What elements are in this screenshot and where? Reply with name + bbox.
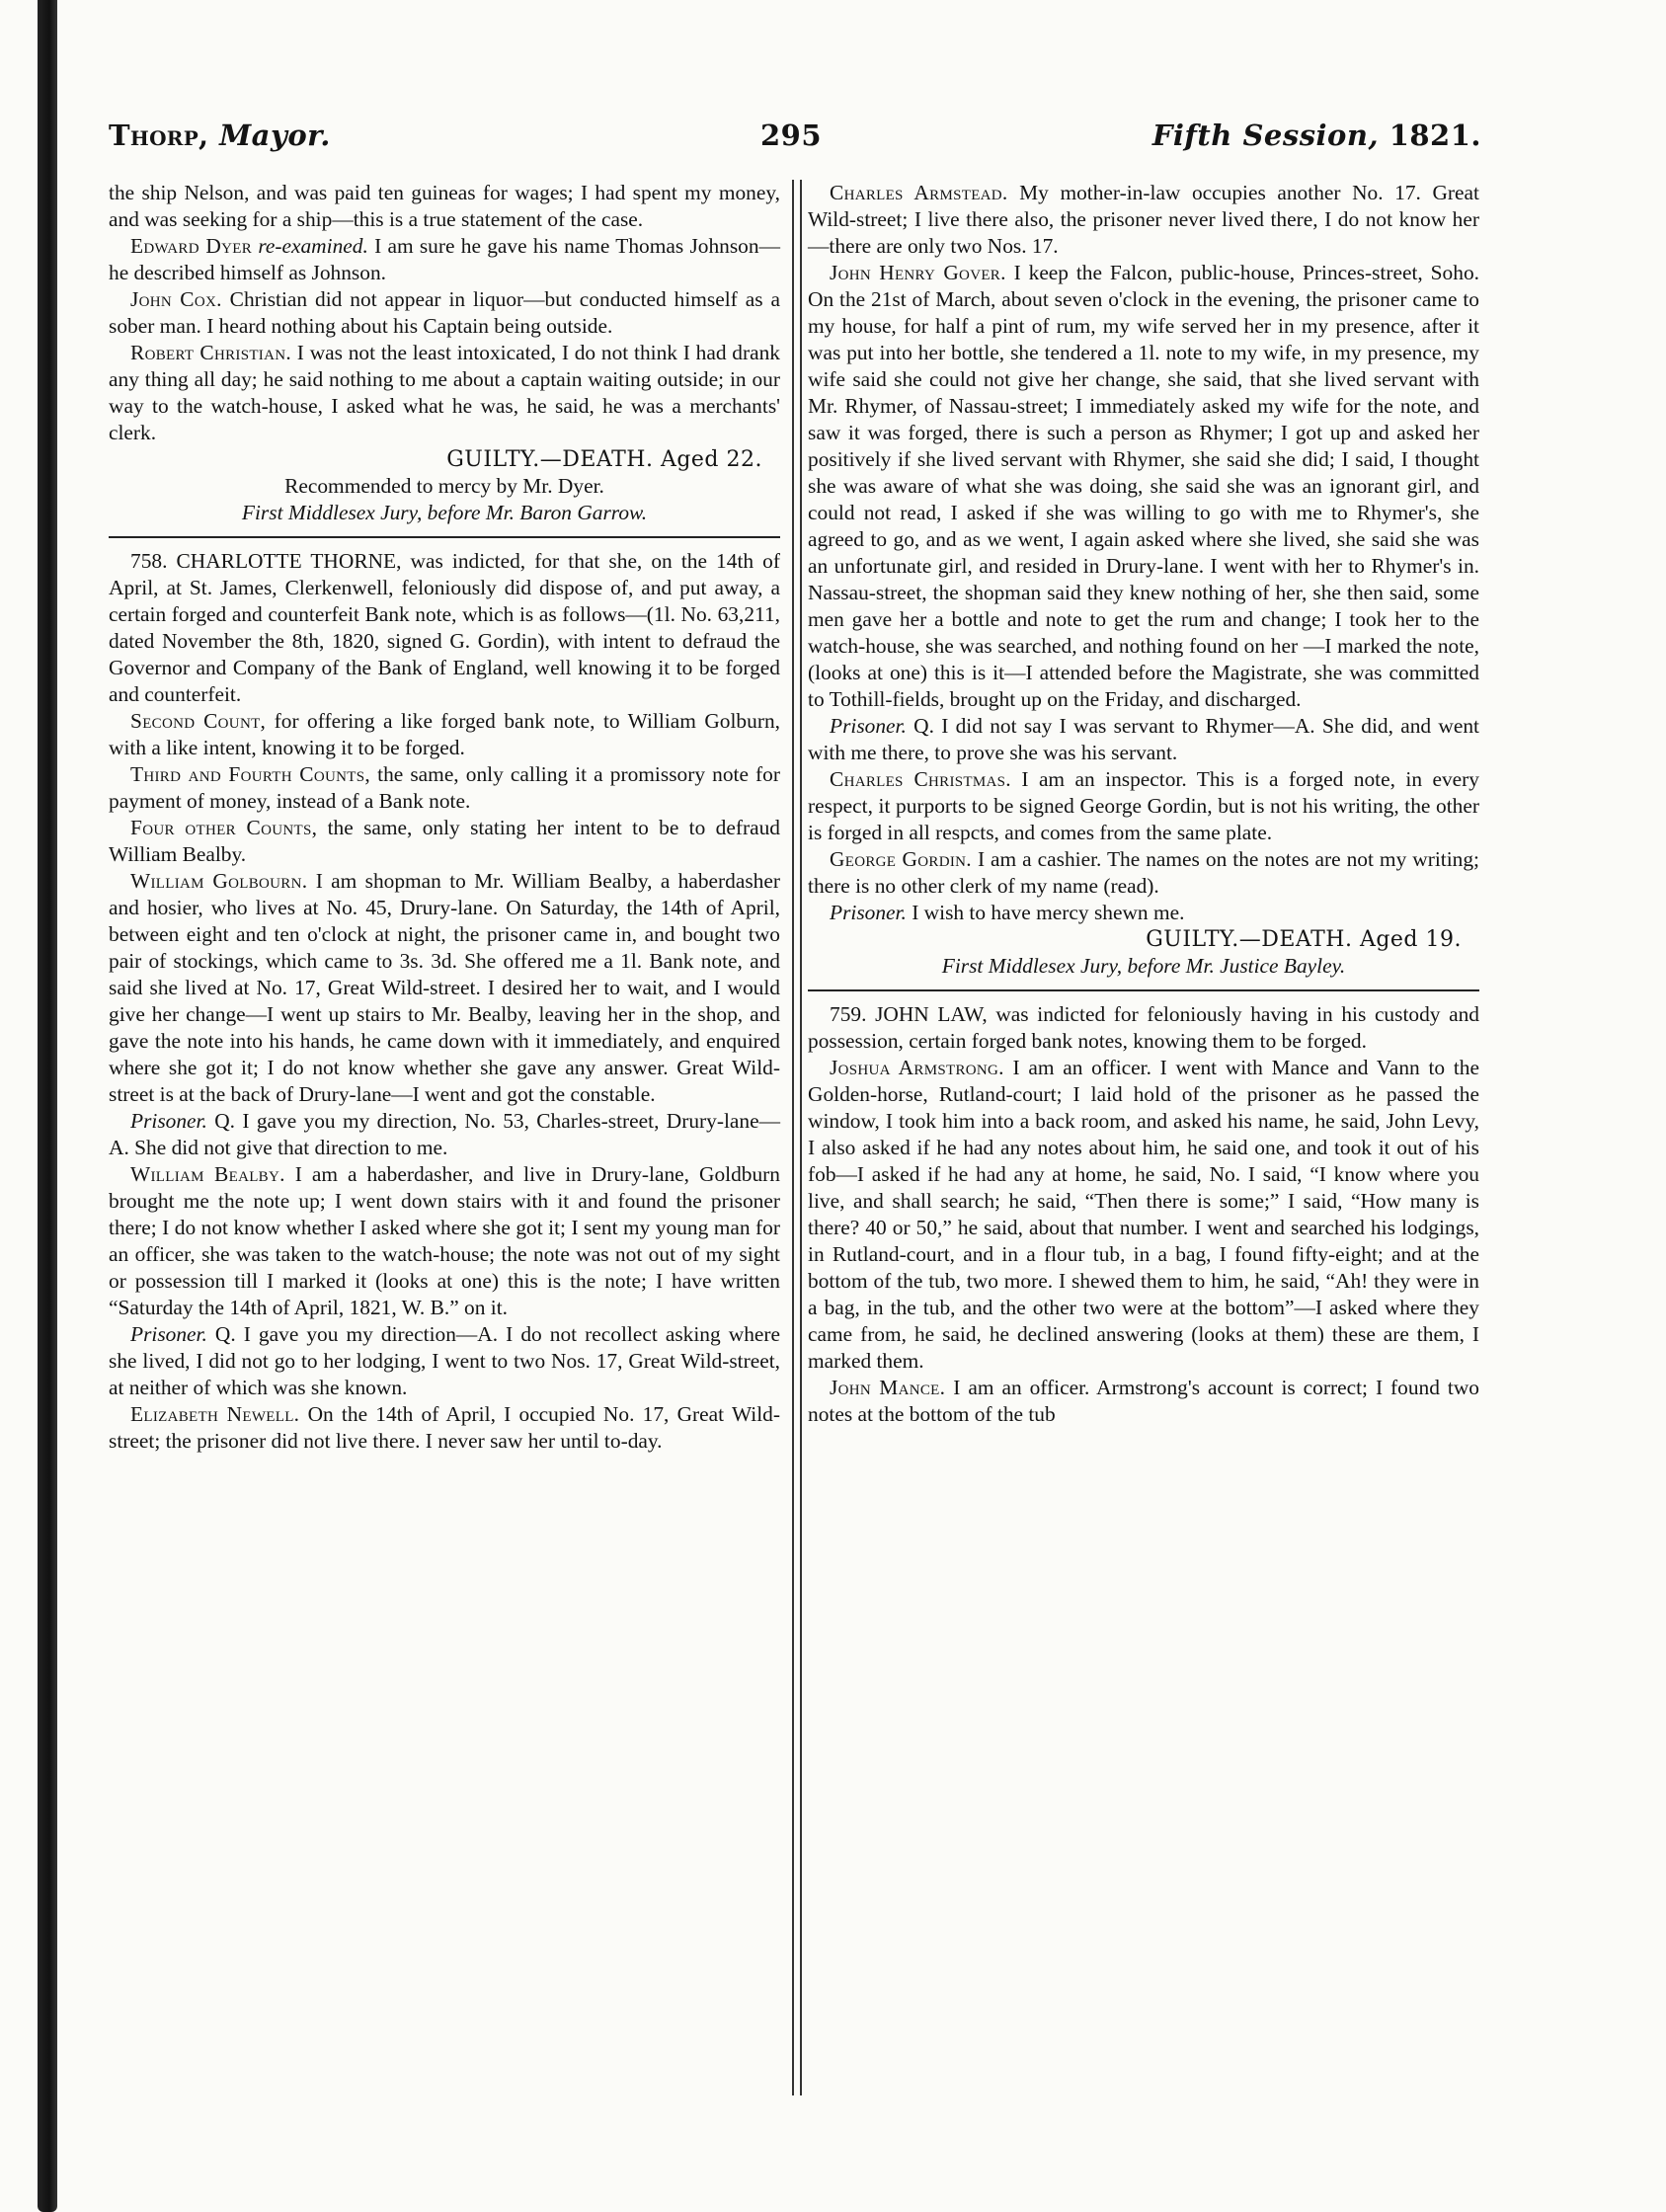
speaker-name: George Gordin. [830,847,972,871]
verdict-line: GUILTY.—DEATH. Aged 19. [1146,927,1462,952]
testimony-paragraph [109,286,780,340]
speaker-name: William Golbourn. [130,869,308,893]
speaker-name: Prisoner. [130,1109,207,1133]
header-session-year: 1821. [1388,118,1481,152]
testimony-paragraph [808,180,1479,260]
testimony-paragraph [109,761,780,815]
speaker-name: Prisoner. [830,714,907,738]
testimony-text: I am shopman to Mr. William Bealby, a haberdasher and hosier, who lives at No. 45, Drury-lane. On Saturday, the 14th of April, between eight and ten o'clock at night, the prisoner came in, and bought two pair of stockings, which came to 3s. 3d. She offered me a 1l. Bank note, and said she lived at No. 17, Great Wild-street. I desired her to wait, and I would give her change—I went up stairs to Mr. Bealby, leaving her in the shop, and gave the note into his hands, he came down with it immediately, and enquired where she got it; I do not know whether she gave any answer. Great Wild-street is at the back of Drury-lane—I went and got the constable. [109,869,780,1106]
testimony-text: I am a haberdasher, and live in Drury-lane, Goldburn brought me the note up; I went down stairs with it and found the prisoner there; I do not know whether I asked where she got it; I sent my young man for an officer, she was taken to the watch-house; the note was not out of my sight or possession till I marked it (looks at one) this is the note; I have written “Saturday the 14th of April, 1821, W. B.” on it. [109,1162,781,1319]
section-rule [808,989,1479,991]
testimony-text: for offering a like forged bank note, to William Golburn, with a like intent, knowing it to be forged. [109,709,780,759]
testimony-paragraph [109,233,780,286]
paragraph: the ship Nelson, and was paid ten guineas for wages; I had spent my money, and was seeking for a ship—this is a true statement of the case. [109,181,780,231]
speaker-name: John Henry Gover. [830,261,1006,284]
paragraph: 759. JOHN LAW, was indicted for feloniously having in his custody and possession, certain forged bank notes, knowing them to be forged. [808,1002,1479,1053]
paragraph: 758. CHARLOTTE THORNE, was indicted, for that she, on the 14th of April, at St. James, Clerkenwell, feloniously did dispose of, and put away, a certain forged and counterfeit Bank note, which is as follows—(1l. No. 63,211, dated November the 8th, 1820, signed G. Gordin), with intent to defraud the Governor and Company of the Bank of England, well knowing it to be forged and counterfeit. [109,549,780,706]
speaker-name: Four other Counts, [130,816,318,839]
header-session [1152,118,1481,152]
testimony-text: Q. I gave you my direction—A. I do not recollect asking where she lived, I did not go to her lodging, I went to two Nos. 17, Great Wild-street, at neither of which was she known. [109,1322,780,1399]
testimony-text: Q. I gave you my direction, No. 53, Charles-street, Drury-lane—A. She did not give that direction to me. [109,1109,780,1159]
page-number: 295 [760,118,823,152]
verdict-line: GUILTY.—DEATH. Aged 22. [446,447,762,472]
speaker-name: Robert Christian. [130,341,292,364]
testimony-paragraph [109,815,780,868]
testimony-paragraph [808,900,1479,926]
testimony-paragraph [109,1161,780,1321]
testimony-text: I keep the Falcon, public-house, Princes-street, Soho. On the 21st of March, about seven o'clock in the evening, the prisoner came to my house, for half a pint of rum, my wife served her in my presence, after it was put into her bottle, she tendered a 1l. note to my wife, in my presence, my wife said she could not give her change, she said, that she lived servant with Mr. Rhymer, of Nassau-street; I immediately asked my wife for the note, and saw it was forged, there is such a person as Rhymer; I got up and asked her positively if she lived servant with Rhymer, she said she did; I said, I thought she was aware of what she was doing, she said she was an ignorant girl, and could not read, I asked if she was willing to go with me to Rhymer's, she agreed to go, and as we went, I again asked where she lived, she said she was an unfortunate girl, and resided in Drury-lane. I went with her to Rhymer's in. Nassau-street, the shopman said they knew nothing of her, she then said, some men gave her a bottle and note to get the rum and change; I took her to the watch-house, she was searched, and nothing found on her —I marked the note, (looks at one) this is it—I attended before the Magistrate, she was committed to Tothill-fields, brought up on the Friday, and discharged. [808,261,1479,711]
testimony-text: I was not the least intoxicated, I do not think I had drank any thing all day; he said nothing to me about a captain waiting outside; in our way to the watch-house, I asked what he was, he said, he was a merchants' clerk. [109,341,780,444]
testimony-paragraph [808,713,1479,766]
testimony-paragraph [109,1401,780,1455]
testimony-text: Christian did not appear in liquor—but conducted himself as a sober man. I heard nothing about his Captain being outside. [109,287,780,338]
jury-line: First Middlesex Jury, before Mr. Baron Garrow. [241,501,648,524]
speaker-name: William Bealby. [130,1162,285,1186]
speaker-name: Elizabeth Newell. [130,1402,300,1426]
speaker-note: re-examined. [258,234,368,258]
testimony-text: I am an officer. I went with Mance and Vann to the Golden-horse, Rutland-court; I laid hold of the prisoner as he passed the window, I took him into a back room, and asked his name, he said, John Levy, I also asked if he had any notes about him, he said one, and took it out of his fob—I asked if he had any at home, he said, No. I said, “I know where you live, and shall search; he said, “Then there is some;” I said, “How many is there? 40 or 50,” he said, about that number. I went and searched his lodgings, in Rutland-court, and in a flour tub, in a bag, I found fifty-eight; and at the bottom of the tub, two more. I shewed them to him, he said, “Ah! they were in a bag, in the tub, and the other two were at the bottom”—I asked where they came from, he said, he declined answering (looks at them) these are them, I marked them. [808,1056,1479,1373]
section-rule [109,536,780,538]
speaker-name: Prisoner. [830,901,907,924]
testimony-text: My mother-in-law occupies another No. 17. Great Wild-street; I live there also, the prisoner never lived there, I do not know her—there are only two Nos. 17. [808,181,1479,258]
speaker-name: John Cox. [130,287,222,311]
column-divider [792,180,802,2095]
testimony-paragraph [808,766,1479,846]
speaker-name: Prisoner. [130,1322,207,1346]
speaker-name: Joshua Armstrong. [830,1056,1004,1079]
document-page [109,109,1481,2123]
header-session-label: Fifth Session, [1151,118,1380,152]
jury-line: First Middlesex Jury, before Mr. Justice Bayley. [941,954,1346,978]
speaker-name: Edward Dyer [130,234,253,258]
speaker-name: Charles Christmas. [830,767,1011,791]
testimony-paragraph [109,1108,780,1161]
speaker-name: John Mance. [830,1376,946,1399]
header-mayor [109,118,331,152]
testimony-text: I am sure he gave his name Thomas Johnson—he described himself as Johnson. [109,234,780,284]
testimony-paragraph [808,1055,1479,1375]
testimony-text: On the 14th of April, I occupied No. 17, Great Wild-street; the prisoner did not live there. I never saw her until to-day. [109,1402,780,1453]
testimony-text: I am an inspector. This is a forged note, in every respect, it purports to be signed George Gordin, but is not his writing, the other is forged in all respcts, and comes from the same plate. [808,767,1479,844]
testimony-paragraph [808,846,1479,900]
testimony-text: Q. I did not say I was servant to Rhymer—A. She did, and went with me there, to prove she was his servant. [808,714,1479,764]
book-binding-edge [38,0,57,2212]
header-mayor-name: Thorp, [109,118,209,152]
running-header [109,109,1481,168]
testimony-text: I wish to have mercy shewn me. [912,901,1185,924]
testimony-paragraph [808,260,1479,713]
testimony-text: I am an officer. Armstrong's account is correct; I found two notes at the bottom of the tub [808,1376,1479,1426]
header-mayor-title: Mayor. [219,118,331,152]
testimony-text: the same, only stating her intent to be to defraud William Bealby. [109,816,780,866]
testimony-paragraph [109,340,780,446]
right-column [808,180,1479,1428]
testimony-paragraph [808,1375,1479,1428]
speaker-name: Third and Fourth Counts, [130,762,371,786]
recommendation-line: Recommended to mercy by Mr. Dyer. [284,474,604,498]
speaker-name: Charles Armstead. [830,181,1008,204]
testimony-text: I am a cashier. The names on the notes are not my writing; there is no other clerk of my name (read). [808,847,1479,898]
speaker-name: Second Count, [130,709,267,733]
left-column [109,180,780,1455]
testimony-paragraph [109,868,780,1108]
testimony-text: the same, only calling it a promissory note for payment of money, instead of a Bank note. [109,762,781,813]
testimony-paragraph [109,1321,780,1401]
testimony-paragraph [109,708,780,761]
